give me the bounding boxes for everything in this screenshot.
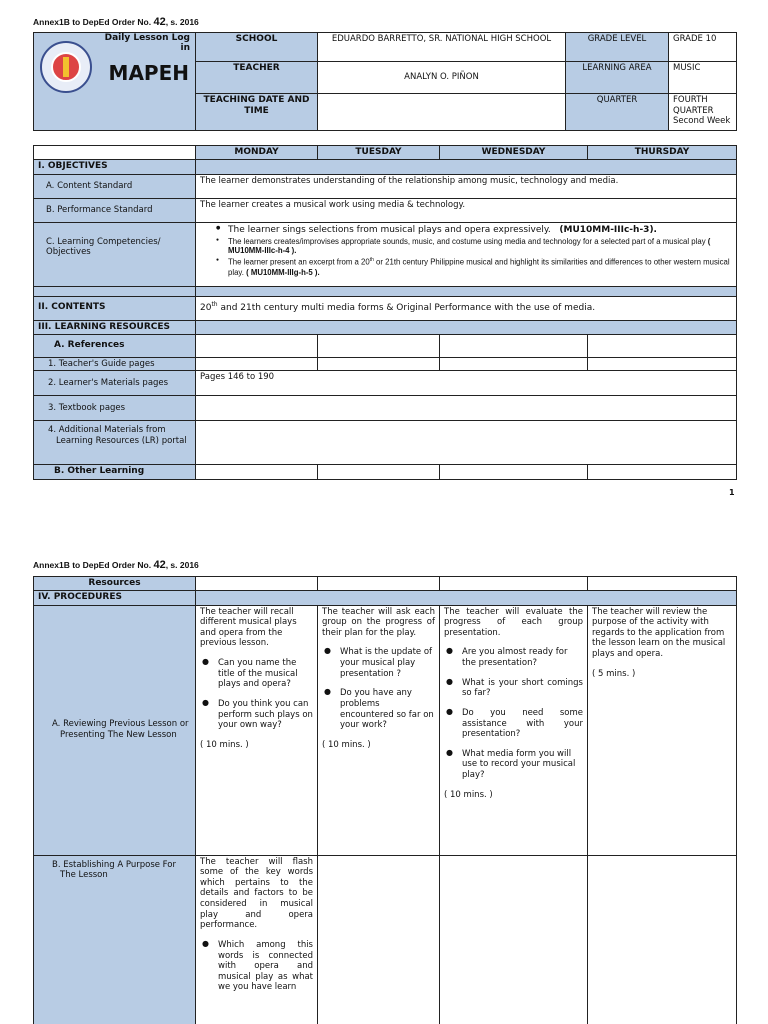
- area-label: LEARNING AREA: [566, 62, 669, 94]
- lesson-table: [33, 145, 737, 480]
- performance-standard-value: The learner creates a musical work using media & technology.: [196, 198, 737, 222]
- establishing-purpose-label: B. Establishing A Purpose For The Lesson: [34, 855, 196, 1024]
- teachers-guide-label: 1. Teacher's Guide pages: [34, 357, 196, 371]
- procedures-heading: IV. PROCEDURES: [34, 591, 196, 605]
- content-standard-label: A. Content Standard: [34, 174, 196, 198]
- resources-continued-label: Resources: [34, 577, 196, 591]
- grade-label: GRADE LEVEL: [566, 33, 669, 62]
- resources-heading: III. LEARNING RESOURCES: [34, 320, 196, 334]
- competencies-label: C. Learning Competencies/ Objectives: [34, 222, 196, 286]
- other-learning-label: B. Other Learning: [34, 465, 196, 479]
- procedures-table: [33, 576, 737, 1024]
- header-table: [33, 32, 737, 131]
- competency-2: ● The learners creates/improvises appropriate sounds, music, and costume using media and technology for a selected part of a musical play ( MU10MM-IIIc-h-4 ).: [214, 237, 732, 256]
- objectives-heading: I. OBJECTIVES: [34, 160, 196, 174]
- day-thursday: THURSDAY: [588, 146, 737, 160]
- content-standard-value: The learner demonstrates understanding of the relationship among music, technology and media.: [196, 174, 737, 198]
- subject-title: MAPEH: [108, 61, 189, 85]
- day-monday: MONDAY: [196, 146, 318, 160]
- reviewing-lesson-label: A. Reviewing Previous Lesson or Presenting The New Lesson: [34, 605, 196, 855]
- school-value: EDUARDO BARRETTO, SR. NATIONAL HIGH SCHOOL: [318, 33, 566, 62]
- deped-seal-icon: [40, 41, 92, 93]
- grade-value: GRADE 10: [669, 33, 737, 62]
- page-number: 1: [729, 488, 735, 497]
- school-label: SCHOOL: [196, 33, 318, 62]
- quarter-value: FOURTH QUARTER Second Week: [669, 94, 737, 131]
- annex-header: Annex1B to DepEd Order No. 42, s. 2016: [33, 16, 199, 28]
- competency-1: ● The learner sings selections from musical plays and opera expressively. (MU10MM-IIIc-h-3).: [214, 225, 732, 236]
- annex-header-page2: Annex1B to DepEd Order No. 42, s. 2016: [33, 559, 199, 571]
- learners-materials-label: 2. Learner's Materials pages: [34, 371, 196, 396]
- date-label: TEACHING DATE AND TIME: [196, 94, 318, 131]
- contents-value: 20th and 21th century multi media forms & Original Performance with the use of media.: [196, 296, 737, 320]
- textbook-label: 3. Textbook pages: [34, 396, 196, 421]
- learners-materials-value: Pages 146 to 190: [196, 371, 737, 396]
- competencies-value: [196, 222, 737, 286]
- competency-3: ● The learner present an excerpt from a 20th or 21th century Philippine musical and highlight its similarities and differences to other western musical play. ( MU10MM-IIIg-h-5 ).: [214, 257, 732, 277]
- logo-cell: Daily Lesson Log in MAPEH: [34, 33, 196, 131]
- day-wednesday: WEDNESDAY: [440, 146, 588, 160]
- teacher-label: TEACHER: [196, 62, 318, 94]
- tuesday-reviewing-cell: The teacher will ask each group on the progress of their plan for the play. ● What is the update of your musical play presentation ? ● Do you have any problems encountered so far on your work? ( 10 mins. ): [318, 605, 440, 855]
- references-label: A. References: [34, 334, 196, 357]
- monday-reviewing-cell: The teacher will recall different musical plays and opera from the previous lesson. ● Can you name the title of the musical plays and opera? ● Do you think you can perform such plays on your own way? ( 10 mins. ): [196, 605, 318, 855]
- day-tuesday: TUESDAY: [318, 146, 440, 160]
- additional-materials-label: 4. Additional Materials from Learning Resources (LR) portal: [34, 421, 196, 465]
- thursday-reviewing-cell: The teacher will review the purpose of the activity with regards to the application from the lesson learn on the musical plays and opera. ( 5 mins. ): [588, 605, 737, 855]
- contents-heading: II. CONTENTS: [34, 296, 196, 320]
- date-value: [318, 94, 566, 131]
- quarter-label: QUARTER: [566, 94, 669, 131]
- area-value: MUSIC: [669, 62, 737, 94]
- dll-title: Daily Lesson Log: [104, 33, 190, 43]
- teacher-value: ANALYN O. PIÑON: [318, 62, 566, 94]
- performance-standard-label: B. Performance Standard: [34, 198, 196, 222]
- wednesday-reviewing-cell: The teacher will evaluate the progress of each group presentation. ● Are you almost ready for the presentation? ● What is your short comings so far? ● Do you need some assistance with your presentation? ● What media form you will use to record your musical play? ( 10 mins. ): [440, 605, 588, 855]
- monday-purpose-cell: The teacher will flash some of the key words which pertains to the details and factors to be considered in musical play and opera performance. ● Which among this words is connected with opera and musical play as what we you have learn: [196, 855, 318, 1024]
